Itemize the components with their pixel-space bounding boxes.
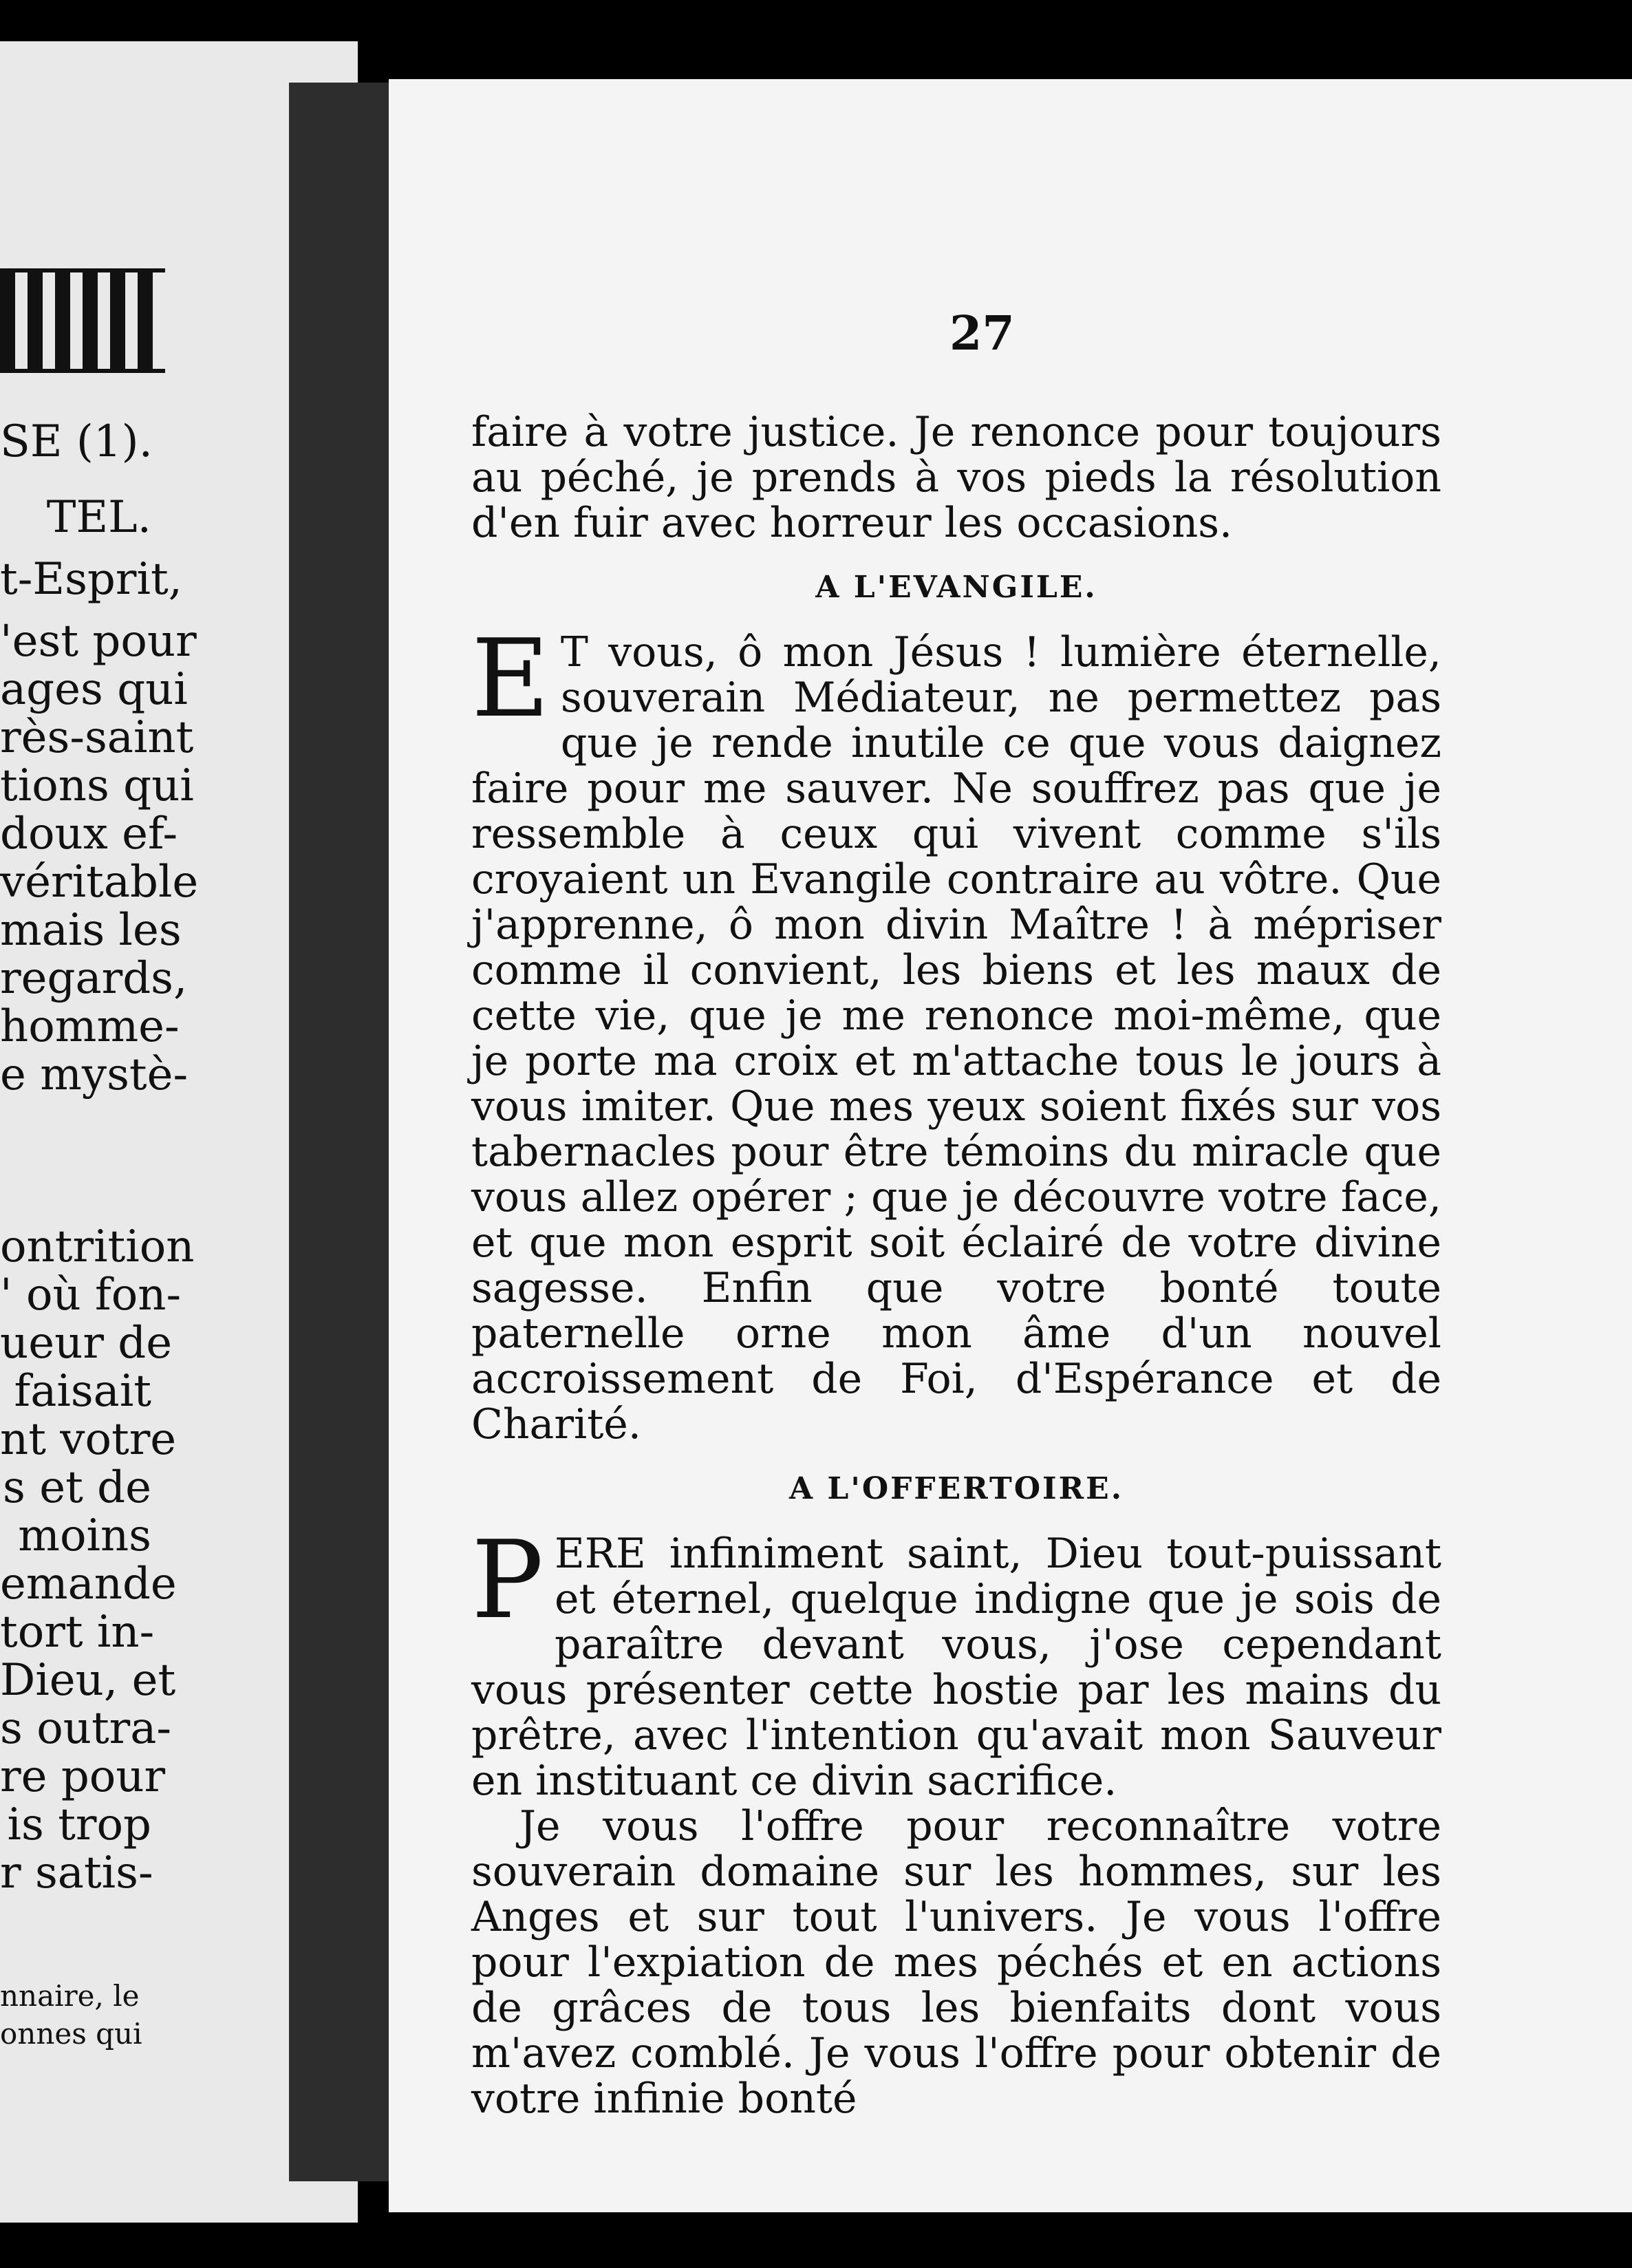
offertoire-dropcap: P: [471, 1517, 544, 1643]
offertoire-heading: A L'OFFERTOIRE.: [788, 1471, 1124, 1506]
left-page-line: doux ef-: [0, 809, 178, 859]
left-page-line: Dieu, et: [0, 1655, 176, 1706]
left-page-line: ueur de: [0, 1318, 173, 1369]
left-page-line: s outra-: [0, 1703, 172, 1754]
left-page-footnote-line: nnaire, le: [0, 1979, 140, 2013]
left-page-line: rès-saint: [0, 712, 194, 763]
left-page-line: s et de: [3, 1462, 151, 1513]
offertoire-text: ERE infiniment saint, Dieu tout-puissant et éternel, quelque indigne que je sois de paraître devant vous, j'ose cependant vous présenter cette hostie par les mains du prêtre, avec l'intention qu'avait mon Sauveur en instituant ce divin sacrifice.: [471, 1530, 1441, 1805]
left-page-line: tions qui: [0, 760, 194, 811]
left-page-line: r satis-: [0, 1848, 153, 1898]
left-page-line: ontrition: [0, 1221, 195, 1272]
evangile-paragraph: [471, 616, 1441, 1448]
ornament-band: [0, 268, 165, 373]
left-page-line: TEL.: [46, 492, 151, 543]
evangile-heading: A L'EVANGILE.: [815, 570, 1097, 605]
evangile-text: T vous, ô mon Jésus ! lumière éternelle, souverain Médiateur, ne permettez pas que je rende inutile ce que vous daignez faire pour me sauver. Ne souffrez pas que je ressemble à ceux qui vivent comme s'ils croyaient un Evangile contraire au vôtre. Que j'apprenne, ô mon divin Maître ! à mépriser comme il convient, les biens et les maux de cette vie, que je me renonce moi-même, que je porte ma croix et m'attache tous le jours à vous imiter. Que mes yeux soient fixés sur vos tabernacles pour être témoins du miracle que vous allez opérer ; que je découvre votre face, et que mon esprit soit éclairé de votre divine sagesse. Enfin que votre bonté toute paternelle orne mon âme d'un nouvel accroissement de Foi, d'Espérance et de Charité.: [471, 628, 1441, 1448]
offertoire-paragraph-2: Je vous l'offre pour reconnaître votre souverain domaine sur les hommes, sur les Anges et sur tout l'univers. Je vous l'offre pour l'expiation de mes péchés et en actions de grâces de tous les bienfaits dont vous m'avez comblé. Je vous l'offre pour obtenir de votre infinie bonté: [471, 1802, 1441, 2123]
book-gutter: [289, 83, 396, 2181]
left-page-line: véritable: [0, 857, 199, 908]
left-page-footnote-line: onnes qui: [0, 2017, 142, 2051]
left-page-line: re pour: [0, 1751, 166, 1802]
left-page-line: homme-: [0, 1001, 180, 1052]
left-page-line: t-Esprit,: [0, 554, 182, 605]
page-number: 27: [949, 306, 1015, 361]
left-page-line: ' où fon-: [0, 1270, 182, 1320]
left-page-line: tort in-: [0, 1607, 155, 1658]
left-page-line: nt votre: [0, 1414, 177, 1465]
left-page-line: SE (1).: [0, 416, 153, 467]
main-text: [471, 409, 1441, 2121]
evangile-dropcap: E: [471, 616, 550, 741]
left-page-line: regards,: [0, 953, 188, 1004]
left-page-line: mais les: [0, 905, 182, 956]
left-page-line: e mystè-: [0, 1049, 189, 1100]
offertoire-paragraph: [471, 1517, 1441, 1805]
left-page-line: faisait: [14, 1366, 151, 1417]
opening-paragraph: faire à votre justice. Je renonce pour toujours au péché, je prends à vos pieds la résolution d'en fuir avec horreur les occasions.: [471, 408, 1441, 547]
left-page-line: emande: [0, 1559, 177, 1609]
left-page-line: ages qui: [0, 664, 188, 715]
left-page-line: moins: [18, 1510, 151, 1561]
left-page-line: is trop: [7, 1799, 151, 1850]
left-page-line: 'est pour: [0, 616, 197, 667]
